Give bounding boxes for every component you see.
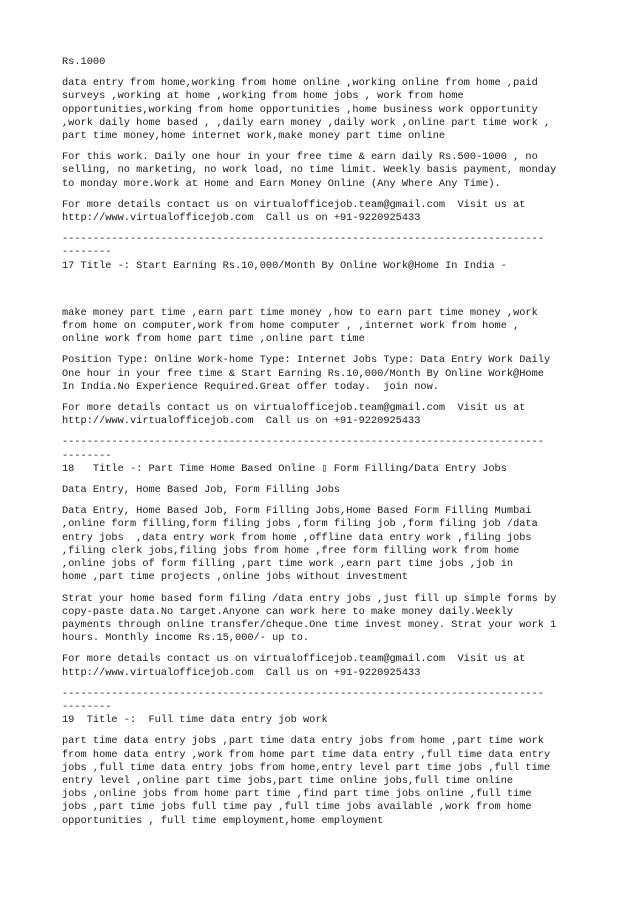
text-line: -------- — [62, 449, 112, 462]
text-line: part time data entry jobs ,part time data entry jobs from home ,part time work — [62, 735, 544, 748]
text-line: ,online form filling,form filing jobs ,form filing job ,form filing job /data — [62, 518, 538, 531]
text-line: For this work. Daily one hour in your free time & earn daily Rs.500-1000 , no — [62, 151, 538, 164]
text-line: from home on computer,work from home computer , ,internet work from home , — [62, 320, 520, 333]
text-line: Data Entry, Home Based Job, Form Filling Jobs,Home Based Form Filling Mumbai — [62, 505, 532, 518]
text-line: ,filing clerk jobs,filing jobs from home ,free form filling work from home — [62, 544, 520, 557]
text-line: 18 Title -: Part Time Home Based Online ▯ Form Filling/Data Entry Jobs — [62, 462, 507, 475]
text-line: In India.No Experience Required.Great offer today. join now. — [62, 380, 439, 393]
text-line: http://www.virtualofficejob.com Call us on +91-9220925433 — [62, 666, 421, 679]
text-paragraph — [62, 56, 582, 69]
text-line: to monday more.Work at Home and Earn Money Online (Any Where Any Time). — [62, 177, 501, 190]
separator-line — [62, 688, 582, 714]
text-line: -------- — [62, 700, 112, 713]
text-line: make money part time ,earn part time money ,how to earn part time money ,work — [62, 306, 538, 319]
text-line: -------- — [62, 246, 112, 259]
text-paragraph — [62, 354, 582, 394]
text-line: hours. Monthly income Rs.15,000/- up to. — [62, 632, 310, 645]
text-line: payments through online transfer/cheque.One time invest money. Strat your work 1 — [62, 618, 557, 631]
document-page — [62, 56, 582, 836]
text-paragraph — [62, 307, 582, 347]
text-line: Strat your home based form filing /data entry jobs ,just fill up simple forms by — [62, 592, 557, 605]
text-line: For more details contact us on virtualofficejob.team@gmail.com Visit us at — [62, 198, 526, 211]
text-paragraph — [62, 484, 582, 497]
text-line: Rs.1000 — [62, 56, 106, 68]
text-line: ------------------------------------------------------------------------------ — [62, 687, 544, 700]
text-line: ,work daily home based , ,daily earn money ,daily work ,online part time work , — [62, 116, 551, 129]
listing-title — [62, 463, 582, 476]
text-line: jobs ,part time jobs full time pay ,full time jobs available ,work from home — [62, 801, 532, 814]
listing-title — [62, 714, 582, 727]
text-paragraph — [62, 151, 582, 191]
text-line: copy-paste data.No target.Anyone can work here to make money daily.Weekly — [62, 605, 514, 618]
text-line: entry jobs ,data entry work from home ,offline data entry work ,filing jobs — [62, 531, 532, 544]
text-line: opportunities , full time employment,home employment — [62, 814, 384, 827]
text-paragraph — [62, 505, 582, 584]
listing-title — [62, 260, 582, 273]
text-line: data entry from home,working from home online ,working online from home ,paid — [62, 77, 538, 90]
text-line: selling, no marketing, no work load, no time limit. Weekly basis payment, monday — [62, 164, 557, 177]
separator-line — [62, 436, 582, 462]
text-line: One hour in your free time & Start Earning Rs.10,000/Month By Online Work@Home — [62, 367, 544, 380]
text-line: ------------------------------------------------------------------------------ — [62, 233, 544, 246]
text-paragraph — [62, 402, 582, 428]
text-line: jobs ,full time data entry jobs from home,entry level part time jobs ,full time — [62, 761, 551, 774]
text-line: ,online jobs of form filling ,part time work ,earn part time jobs ,job in — [62, 558, 514, 571]
text-paragraph — [62, 199, 582, 225]
text-line: For more details contact us on virtualofficejob.team@gmail.com Visit us at — [62, 653, 526, 666]
text-line: For more details contact us on virtualofficejob.team@gmail.com Visit us at — [62, 402, 526, 415]
text-paragraph — [62, 593, 582, 646]
text-line: home ,part time projects ,online jobs without investment — [62, 571, 409, 584]
text-line: Data Entry, Home Based Job, Form Filling Jobs — [62, 484, 341, 497]
text-line: 19 Title -: Full time data entry job work — [62, 714, 328, 727]
text-line: surveys ,working at home ,working from home jobs , work from home — [62, 90, 464, 103]
text-paragraph — [62, 653, 582, 679]
text-line: http://www.virtualofficejob.com Call us on +91-9220925433 — [62, 212, 421, 225]
blank-spacer — [62, 281, 582, 307]
text-line: jobs ,online jobs from home part time ,find part time jobs online ,full time — [62, 788, 532, 801]
text-line: part time money,home internet work,make money part time online — [62, 130, 446, 143]
text-line: opportunities,working from home opportunities ,home business work opportunity — [62, 103, 538, 116]
text-paragraph — [62, 735, 582, 827]
text-line: 17 Title -: Start Earning Rs.10,000/Month By Online Work@Home In India - — [62, 259, 507, 272]
text-line: ------------------------------------------------------------------------------ — [62, 436, 544, 449]
text-paragraph — [62, 77, 582, 143]
text-line: online work from home part time ,online part time — [62, 333, 365, 346]
text-line: Position Type: Online Work-home Type: Internet Jobs Type: Data Entry Work Daily — [62, 354, 551, 367]
separator-line — [62, 233, 582, 259]
text-line: entry level ,online part time jobs,part time online jobs,full time online — [62, 774, 514, 787]
text-line: http://www.virtualofficejob.com Call us on +91-9220925433 — [62, 415, 421, 428]
text-line: from home data entry ,work from home part time data entry ,full time data entry — [62, 748, 551, 761]
